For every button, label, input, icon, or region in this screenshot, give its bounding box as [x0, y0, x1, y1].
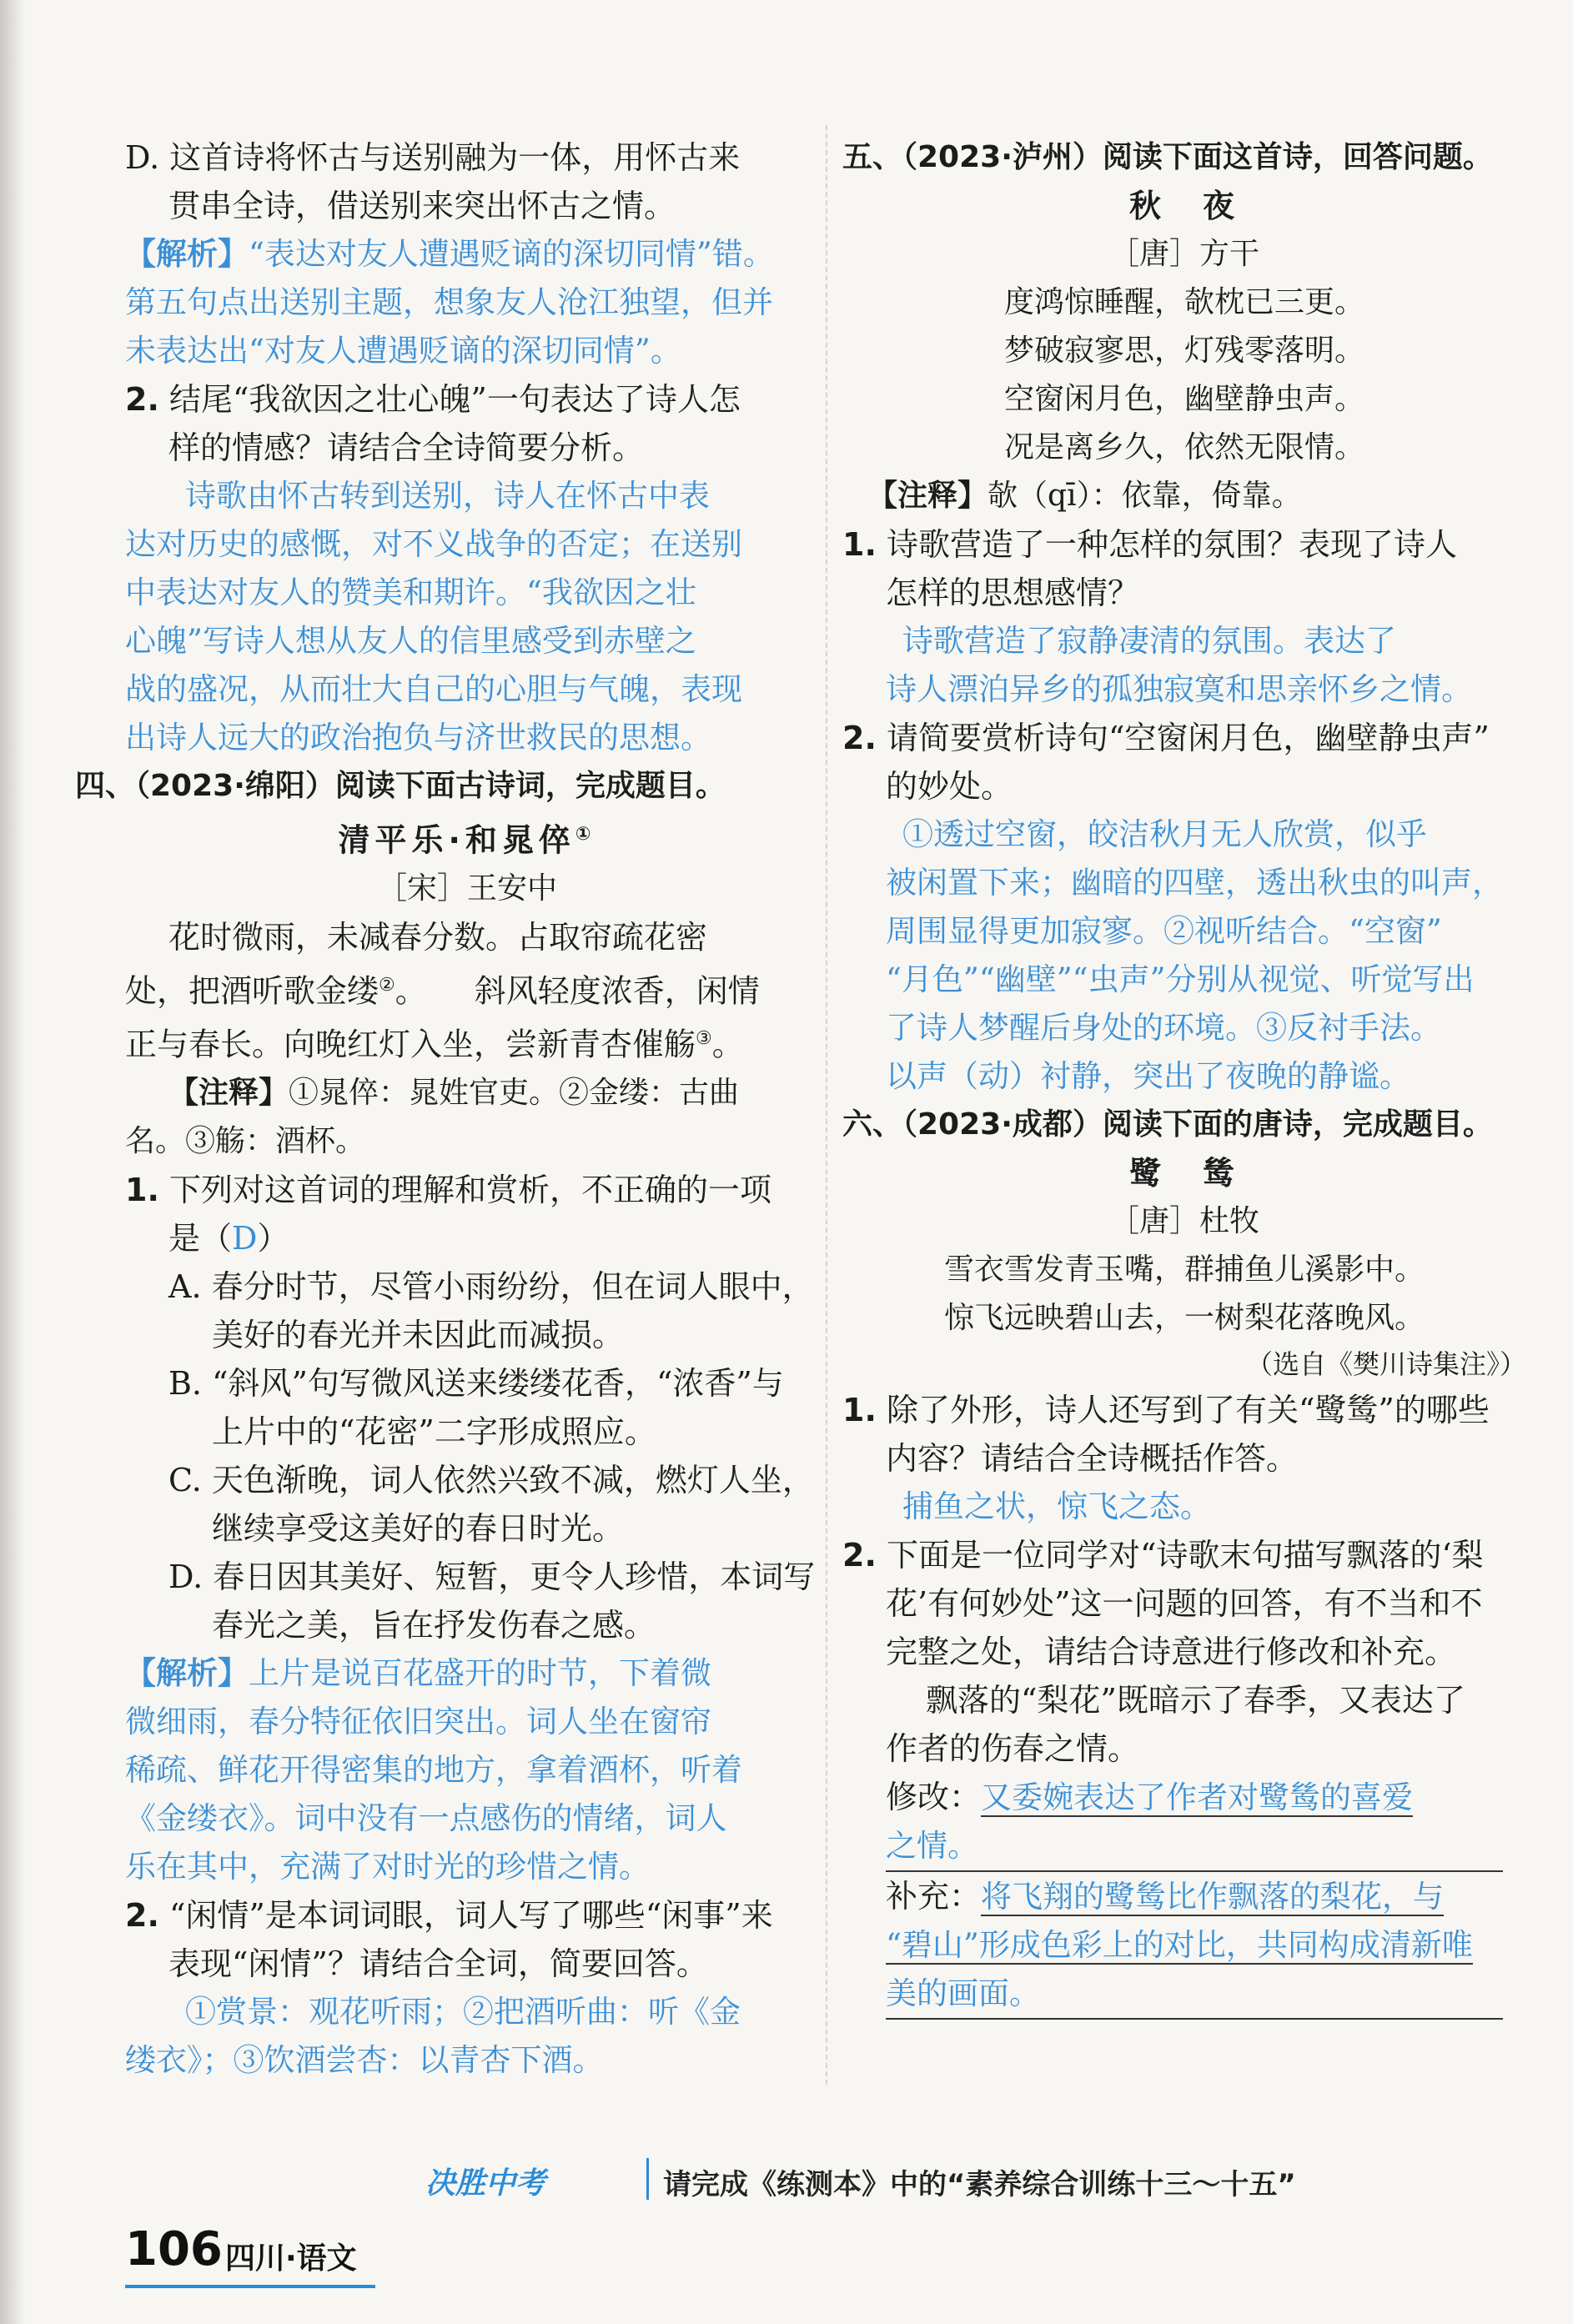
poem-author-wanganzhong: ［宋］王安中 [376, 871, 557, 906]
poem-source: （选自《樊川诗集注》） [1245, 1348, 1526, 1380]
q6-2-line3: 完整之处，请结合诗意进行修改和补充。 [886, 1634, 1457, 1670]
answer-2-line5: 战的盛况，从而壮大自己的心胆与气魄，表现 [125, 671, 742, 707]
right-column [842, 133, 1526, 2020]
analysis-1-line2: 第五句点出送别主题，想象友人沧江独望，但并 [125, 284, 773, 320]
page-label: 四川·语文 [225, 2241, 357, 2276]
poem-text-line3: 正与春长。向晚红灯入坐，尝新青杏催觞③。 [125, 1026, 744, 1063]
left-column [75, 133, 816, 2085]
poem-qiuye-line3: 空窗闲月色，幽壁静虫声。 [1003, 382, 1364, 416]
analysis-1: 【解析】“表达对友人遭遇贬谪的深切同情”错。 [125, 236, 774, 272]
question-2-line2: 样的情感？请结合全诗简要分析。 [168, 429, 645, 466]
analysis-2-line2: 微细雨，春分特征依旧突出。词人坐在窗帘 [125, 1703, 711, 1739]
supplement-line3: 美的画面。 [842, 1970, 1526, 2020]
poem-title-qingpingle: 清平乐·和晁倅① [338, 821, 596, 859]
q5-2-line2: 的妙处。 [886, 768, 1013, 805]
answer-2b-line2: 缕衣》；③饮酒尝杏：以青杏下酒。 [125, 2041, 604, 2078]
analysis-2-line3: 稀疏、鲜花开得密集的地方，拿着酒杯，听着 [125, 1751, 742, 1788]
analysis-2-line4: 《金缕衣》。词中没有一点感伤的情绪，词人 [125, 1799, 727, 1836]
page-underline [125, 2285, 375, 2288]
q6-2-line1: 2. 下面是一位同学对“诗歌末句描写飘落的‘梨 [842, 1537, 1484, 1574]
footer-separator [646, 2158, 649, 2200]
supplement-line1: 补充：将飞翔的鹭鸶比作飘落的梨花，与 [886, 1878, 1445, 1915]
question-1-line2: 是（D） [168, 1219, 289, 1257]
annotation-line1: 【注释】①晁倅：晁姓官吏。②金缕：古曲 [168, 1075, 740, 1110]
revise-line2: 之情。 [842, 1822, 1526, 1872]
answer-2b-line1: ①赏景：观花听雨；②把酒听曲：听《金 [185, 1993, 741, 2030]
annotation-line2: 名。③觞：酒杯。 [125, 1123, 366, 1158]
option-c-line2: 继续享受这美好的春日时光。 [212, 1509, 625, 1547]
footer-banner [425, 2151, 1526, 2210]
analysis-2-line1: 【解析】上片是说百花盛开的时节，下着微 [125, 1654, 711, 1691]
brand-logo: 决胜中考 [425, 2166, 546, 2201]
a6-1: 捕鱼之状，惊飞之态。 [902, 1488, 1211, 1524]
poem-title-lusi: 鹭 鸶 [1128, 1155, 1239, 1192]
section-5-heading: 五、（2023·泸州）阅读下面这首诗，回答问题。 [842, 140, 1493, 174]
option-d2-line2: 春光之美，旨在抒发伤春之感。 [212, 1606, 656, 1644]
option-c-line1: C. 天色渐晚，词人依然兴致不减，燃灯人坐， [168, 1461, 814, 1498]
a5-1-line1: 诗歌营造了寂静凄清的氛围。表达了 [902, 623, 1396, 659]
analysis-2-line5: 乐在其中，充满了对时光的珍惜之情。 [125, 1848, 650, 1885]
analysis-1-line3: 未表达出“对友人遭遇贬谪的深切同情”。 [125, 333, 681, 369]
option-d-line1: D. 这首诗将怀古与送别融为一体，用怀古来 [125, 139, 741, 176]
poem-text-line1: 花时微雨，未减春分数。占取帘疏花密 [168, 918, 708, 956]
revise-line1: 修改：又委婉表达了作者对鹭鸶的喜爱 [886, 1779, 1414, 1815]
q5-1-line1: 1. 诗歌营造了一种怎样的氛围？表现了诗人 [842, 526, 1457, 563]
student-answer-line2: 作者的伤春之情。 [886, 1730, 1140, 1767]
page-number: 106 [125, 2222, 223, 2276]
a5-1-line2: 诗人漂泊异乡的孤独寂寞和思亲怀乡之情。 [886, 671, 1472, 707]
supplement-answer: 将飞翔的鹭鸶比作飘落的梨花，与 [981, 1879, 1445, 1915]
answer-2-line6: 出诗人远大的政治抱负与济世救民的思想。 [125, 720, 711, 755]
answer-2-line2: 达对历史的感慨，对不义战争的否定；在送别 [125, 526, 742, 562]
answer-2-line3: 中表达对友人的赞美和期许。“我欲因之壮 [125, 575, 696, 610]
a5-2-line5: 了诗人梦醒后身处的环境。③反衬手法。 [886, 1010, 1441, 1046]
option-b-line2: 上片中的“花密”二字形成照应。 [212, 1413, 656, 1450]
poem-qiuye-line2: 梦破寂寥思，灯残零落明。 [1003, 334, 1364, 368]
analysis-tag: 【解析】 [125, 236, 249, 272]
a5-2-line6: 以声（动）衬静，突出了夜晚的静谧。 [886, 1058, 1410, 1094]
option-a-line1: A. 春分时节，尽管小雨纷纷，但在词人眼中， [168, 1267, 814, 1305]
page-edge-shadow [0, 0, 25, 2324]
poem-lusi-line1: 雪衣雪发青玉嘴，群捕鱼儿溪影中。 [943, 1252, 1425, 1287]
section-4-heading: 四、（2023·绵阳）阅读下面古诗词，完成题目。 [75, 769, 726, 803]
section-6-heading: 六、（2023·成都）阅读下面的唐诗，完成题目。 [842, 1107, 1493, 1142]
answer-choice: D [232, 1219, 258, 1257]
answer-2-line1: 诗歌由怀古转到送别，诗人在怀古中表 [185, 478, 710, 514]
q6-1-line1: 1. 除了外形，诗人还写到了有关“鹭鸶”的哪些 [842, 1392, 1490, 1428]
answer-2-line4: 心魄”写诗人想从友人的信里感受到赤壁之 [125, 623, 696, 659]
a5-2-line2: 被闲置下来；幽暗的四壁，透出秋虫的叫声， [886, 865, 1503, 901]
q5-1-line2: 怎样的思想感情？ [886, 575, 1140, 611]
q6-1-line2: 内容？请结合全诗概括作答。 [886, 1440, 1299, 1477]
poem-title-qiuye: 秋 夜 [1128, 188, 1239, 224]
footer-instruction: 请完成《练测本》中的“素养综合训练十三～十五” [663, 2168, 1296, 2201]
question-2b-line2: 表现“闲情”？请结合全词，简要回答。 [168, 1945, 708, 1982]
column-divider [826, 125, 827, 2085]
student-answer-line1: 飘落的“梨花”既暗示了春季，又表达了 [926, 1682, 1465, 1719]
poem-text-line2: 处，把酒听歌金缕②。 斜风轻度浓香，闲情 [125, 972, 760, 1010]
question-2-line1: 2. 结尾“我欲因之壮心魄”一句表达了诗人怎 [125, 381, 741, 418]
q5-2-line1: 2. 请简要赏析诗句“空窗闲月色，幽壁静虫声” [842, 720, 1490, 756]
supplement-line2: “碧山”形成色彩上的对比，共同构成清新唯 [886, 1927, 1473, 1963]
a5-2-line1: ①透过空窗，皎洁秋月无人欣赏，似乎 [902, 816, 1427, 852]
poem-author-fanggan: ［唐］方干 [1108, 237, 1259, 271]
poem-qiuye-line1: 度鸿惊睡醒，欹枕已三更。 [1003, 285, 1364, 319]
revise-answer: 又委婉表达了作者对鹭鸶的喜爱 [981, 1779, 1414, 1815]
option-a-line2: 美好的春光并未因此而减损。 [212, 1316, 625, 1353]
poem-author-dumu: ［唐］杜牧 [1108, 1204, 1259, 1238]
option-b-line1: B. “斜风”句写微风送来缕缕花香，“浓香”与 [168, 1364, 784, 1402]
a5-2-line4: “月色”“幽壁”“虫声”分别从视觉、听觉写出 [886, 961, 1475, 997]
question-2b-line1: 2. “闲情”是本词词眼，词人写了哪些“闲事”来 [125, 1896, 773, 1934]
a5-2-line3: 周围显得更加寂寥。②视听结合。“空窗” [886, 913, 1442, 949]
option-d2-line1: D. 春日因其美好、短暂，更令人珍惜，本词写 [168, 1558, 816, 1595]
question-1-line1: 1. 下列对这首词的理解和赏析，不正确的一项 [125, 1171, 771, 1208]
q6-2-line2: 花’有何妙处”这一问题的回答，有不当和不 [886, 1585, 1483, 1622]
annotation-qiuye: 【注释】欹（qī）：依靠，倚靠。 [867, 479, 1302, 513]
poem-lusi-line2: 惊飞远映碧山去，一树梨花落晚风。 [943, 1301, 1425, 1335]
poem-qiuye-line4: 况是离乡久，依然无限情。 [1003, 430, 1364, 464]
option-d-line2: 贯串全诗，借送别来突出怀古之情。 [168, 188, 676, 224]
